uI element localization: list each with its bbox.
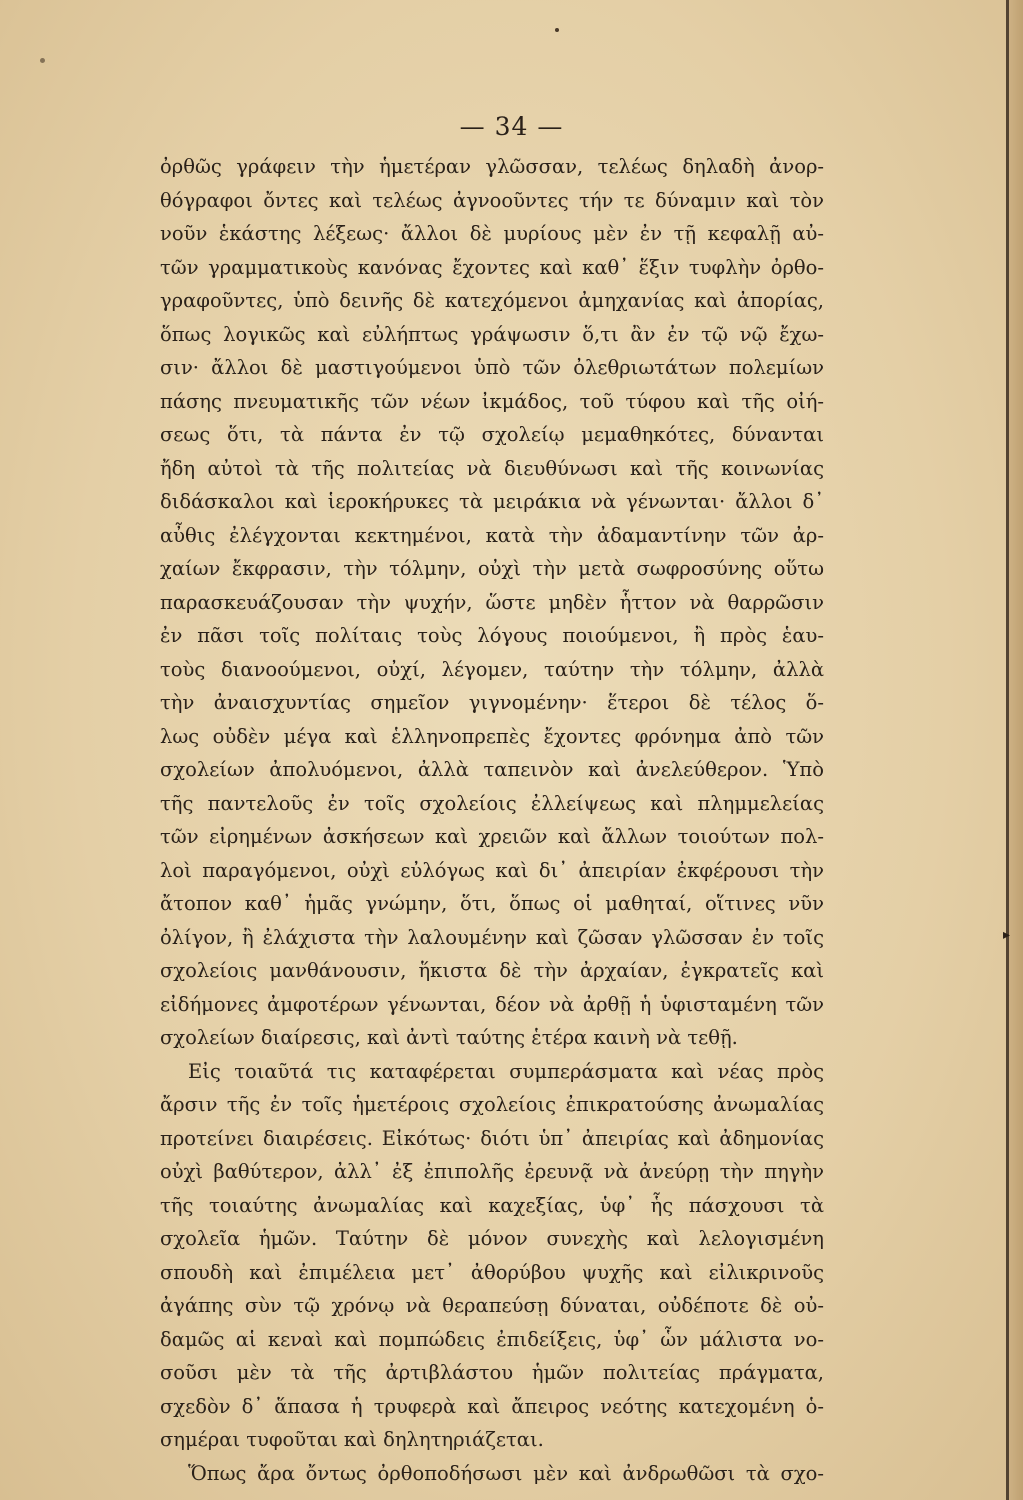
text-line: λοὶ παραγόμενοι, οὐχὶ εὐλόγως καὶ δι᾽ ἀπειρίαν ἐκφέρουσι τὴν	[160, 858, 824, 882]
text-line: οὐχὶ βαθύτερον, ἀλλ᾽ ἐξ ἐπιπολῆς ἐρευνᾷ νὰ ἀνεύρῃ τὴν πηγὴν	[160, 1160, 824, 1183]
text-line: χαίων ἔκφρασιν, τὴν τόλμην, οὐχὶ τὴν μετὰ σωφροσύνης οὕτω	[160, 557, 824, 580]
text-line: προτείνει διαιρέσεις. Εἰκότως· διότι ὑπ᾽ ἀπειρίας καὶ ἀδημονίας	[160, 1126, 824, 1150]
text-line: σχεδὸν δ᾽ ἅπασα ἡ τρυφερὰ καὶ ἄπειρος νεότης κατεχομένη ὁ-	[160, 1394, 824, 1418]
text-line: ἄτοπον καθ᾽ ἡμᾶς γνώμην, ὅτι, ὅπως οἱ μαθηταί, οἵτινες νῦν	[160, 892, 824, 915]
text-line: διδάσκαλοι καὶ ἱεροκήρυκες τὰ μειράκια νὰ γένωνται· ἄλλοι δ᾽	[160, 490, 824, 513]
text-line: τὴν ἀναισχυντίας σημεῖον γιγνομένην· ἕτεροι δὲ τέλος ὅ-	[160, 691, 824, 714]
text-line: σχολείοις μανθάνουσιν, ἥκιστα δὲ τὴν ἀρχαίαν, ἐγκρατεῖς καὶ	[160, 959, 824, 982]
page-number: — 34 —	[459, 112, 564, 141]
text-line: ἐν πᾶσι τοῖς πολίταις τοὺς λόγους ποιούμενοι, ἢ πρὸς ἑαυ-	[160, 624, 824, 647]
text-line: ὀρθῶς γράφειν τὴν ἡμετέραν γλῶσσαν, τελέως δηλαδὴ ἀνορ-	[160, 155, 824, 178]
text-line: αὖθις ἐλέγχονται κεκτημένοι, κατὰ τὴν ἀδαμαντίνην τῶν ἀρ-	[160, 523, 824, 547]
margin-mark: ▸	[1003, 927, 1011, 943]
page-edge-line	[1006, 0, 1009, 1500]
text-line: σχολεῖα ἡμῶν. Ταύτην δὲ μόνον συνεχὴς καὶ λελογισμένη	[160, 1227, 824, 1250]
text-line: Ὅπως ἄρα ὄντως ὀρθοποδήσωσι μὲν καὶ ἀνδρωθῶσι τὰ σχο-	[188, 1461, 824, 1485]
text-line: σχολείων διαίρεσις, καὶ ἀντὶ ταύτης ἑτέρα καινὴ νὰ τεθῇ.	[160, 1026, 738, 1049]
text-line: σημέραι τυφοῦται καὶ δηλητηριάζεται.	[160, 1428, 544, 1451]
text-line: σοῦσι μὲν τὰ τῆς ἀρτιβλάστου ἡμῶν πολιτείας πράγματα,	[160, 1361, 824, 1384]
paper-speck	[40, 58, 45, 63]
text-line: νοῦν ἑκάστης λέξεως· ἄλλοι δὲ μυρίους μὲν ἐν τῇ κεφαλῇ αὐ-	[160, 222, 824, 245]
paper-speck	[555, 28, 559, 32]
text-line: θόγραφοι ὄντες καὶ τελέως ἀγνοοῦντες τήν τε δύναμιν καὶ τὸν	[160, 188, 824, 212]
text-line: λως οὐδὲν μέγα καὶ ἑλληνοπρεπὲς ἔχοντες φρόνημα ἀπὸ τῶν	[160, 724, 824, 748]
text-line: σεως ὅτι, τὰ πάντα ἐν τῷ σχολείῳ μεμαθηκότες, δύνανται	[160, 423, 824, 446]
text-line: τῶν εἰρημένων ἀσκήσεων καὶ χρειῶν καὶ ἄλλων τοιούτων πολ-	[160, 825, 824, 848]
text-line: σιν· ἄλλοι δὲ μαστιγούμενοι ὑπὸ τῶν ὀλεθριωτάτων πολεμίων	[160, 356, 824, 379]
text-line: δαμῶς αἱ κεναὶ καὶ πομπώδεις ἐπιδείξεις, ὑφ᾽ ὧν μάλιστα νο-	[160, 1327, 824, 1351]
text-line: τῶν γραμματικοὺς κανόνας ἔχοντες καὶ καθ᾽ ἕξιν τυφλὴν ὀρθο-	[160, 255, 824, 279]
page-edge-shadow	[1009, 0, 1023, 1500]
text-line: γραφοῦντες, ὑπὸ δεινῆς δὲ κατεχόμενοι ἀμηχανίας καὶ ἀπορίας,	[160, 289, 824, 312]
text-line: ἄρσιν τῆς ἐν τοῖς ἡμετέροις σχολείοις ἐπικρατούσης ἀνωμαλίας	[160, 1093, 824, 1116]
text-line: τῆς παντελοῦς ἐν τοῖς σχολείοις ἐλλείψεως καὶ πλημμελείας	[160, 791, 824, 815]
text-line: σχολείων ἀπολυόμενοι, ἀλλὰ ταπεινὸν καὶ ἀνελεύθερον. Ὑπὸ	[160, 758, 824, 781]
text-line: Εἰς τοιαῦτά τις καταφέρεται συμπεράσματα καὶ νέας πρὸς	[188, 1059, 824, 1083]
text-line: πάσης πνευματικῆς τῶν νέων ἰκμάδος, τοῦ τύφου καὶ τῆς οἰή-	[160, 389, 824, 413]
text-line: ἤδη αὐτοὶ τὰ τῆς πολιτείας νὰ διευθύνωσι καὶ τῆς κοινωνίας	[160, 456, 824, 480]
text-line: τοὺς διανοούμενοι, οὐχί, λέγομεν, ταύτην τὴν τόλμην, ἀλλὰ	[160, 657, 824, 681]
text-line: εἰδήμονες ἀμφοτέρων γένωνται, δέον νὰ ἀρθῇ ἡ ὑφισταμένη τῶν	[160, 992, 824, 1016]
text-line: παρασκευάζουσαν τὴν ψυχήν, ὥστε μηδὲν ἧττον νὰ θαρρῶσιν	[160, 590, 824, 614]
text-line: τῆς τοιαύτης ἀνωμαλίας καὶ καχεξίας, ὑφ᾽ ἧς πάσχουσι τὰ	[160, 1193, 824, 1217]
text-line: ὅπως λογικῶς καὶ εὐλήπτως γράψωσιν ὅ,τι ἂν ἐν τῷ νῷ ἔχω-	[160, 322, 824, 346]
text-line: σπουδὴ καὶ ἐπιμέλεια μετ᾽ ἀθορύβου ψυχῆς καὶ εἰλικρινοῦς	[160, 1260, 824, 1284]
text-line: ἀγάπης σὺν τῷ χρόνῳ νὰ θεραπεύσῃ δύναται, οὐδέποτε δὲ οὐ-	[160, 1294, 824, 1317]
body-text	[160, 150, 824, 1490]
text-line: ὀλίγον, ἢ ἐλάχιστα τὴν λαλουμένην καὶ ζῶσαν γλῶσσαν ἐν τοῖς	[160, 925, 824, 949]
